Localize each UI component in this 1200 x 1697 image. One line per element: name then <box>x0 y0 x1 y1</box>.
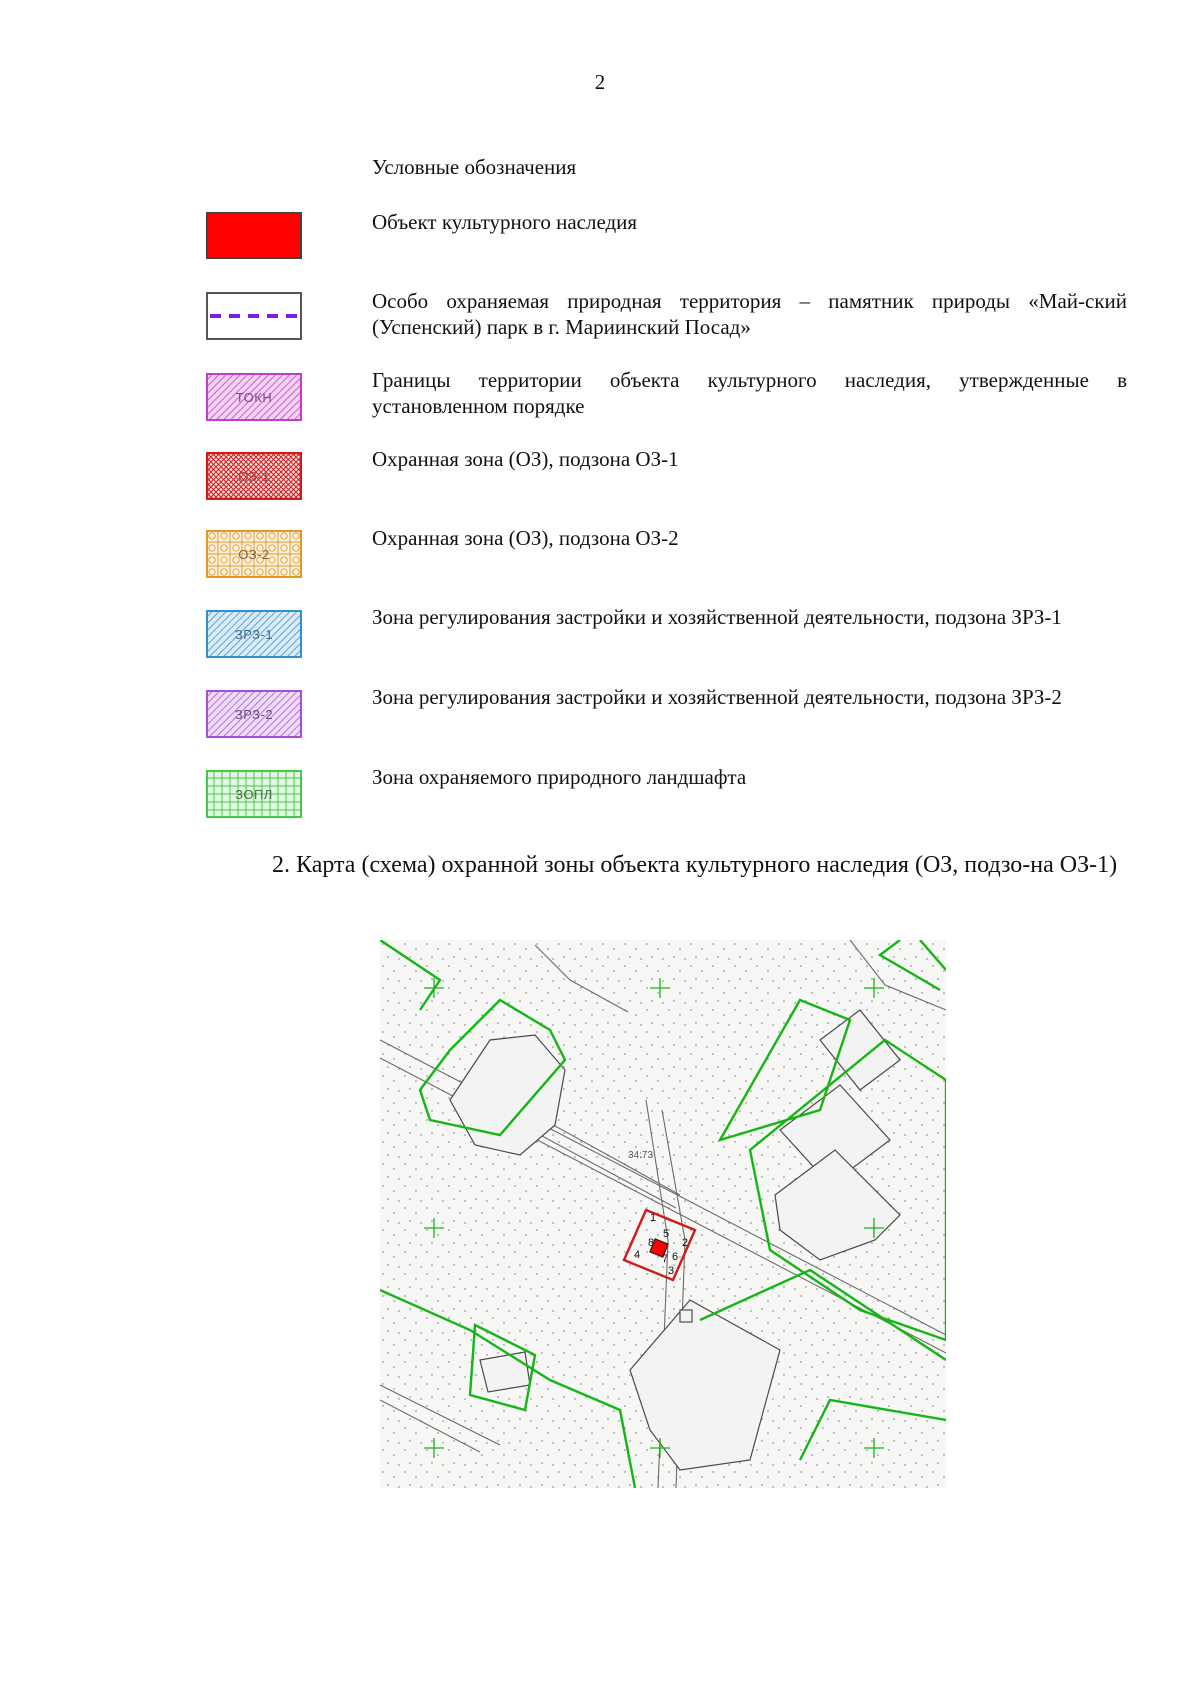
map-point-1: 1 <box>650 1212 657 1224</box>
legend-text-oz1: Охранная зона (ОЗ), подзона ОЗ-1 <box>372 447 679 471</box>
legend-swatch-oopt <box>206 292 302 340</box>
legend-title: Условные обозначения <box>372 155 577 179</box>
legend-swatch-oz2 <box>206 530 302 578</box>
map-point-7: 7 <box>662 1253 669 1265</box>
legend-text-tokn: Границы территории объекта культурного наследия, утвержденные в установленном порядке <box>372 368 1127 418</box>
map-caption: 2. Карта (схема) охранной зоны объекта культурного наследия (ОЗ, подзо-на ОЗ-1) <box>272 852 1118 878</box>
legend-swatch-label-tokn: ТОКН <box>235 389 273 405</box>
legend-swatch-oz1 <box>206 452 302 500</box>
legend-swatch-label-zopl: ЗОПЛ <box>235 786 273 802</box>
map-point-8: 8 <box>648 1237 655 1249</box>
map-point-3: 3 <box>668 1265 675 1277</box>
map-point-4: 4 <box>634 1249 641 1261</box>
map-parcel-label: 34:73 <box>628 1150 654 1161</box>
legend-text-zopl: Зона охраняемого природного ландшафта <box>372 765 747 789</box>
legend-swatch-zrz2 <box>206 690 302 738</box>
legend-swatch-heritage-object <box>206 212 302 259</box>
legend-swatch-label-zrz1: ЗРЗ-1 <box>234 626 274 642</box>
map-scheme <box>380 940 946 1488</box>
map-point-6: 6 <box>672 1251 679 1263</box>
legend-text-oopt: Особо охраняемая природная территория – памятник природы «Май-ский (Успенский) парк в г. Мариинский Посад» <box>372 289 1127 339</box>
legend-text-oz2: Охранная зона (ОЗ), подзона ОЗ-2 <box>372 526 679 550</box>
legend-swatch-zrz1 <box>206 610 302 658</box>
map-point-2: 2 <box>682 1237 689 1249</box>
legend-swatch-zopl <box>206 770 302 818</box>
legend-swatch-tokn <box>206 373 302 421</box>
page-number: 2 <box>594 70 606 94</box>
legend-text-zrz1: Зона регулирования застройки и хозяйственной деятельности, подзона ЗРЗ-1 <box>372 605 1062 629</box>
legend-swatch-label-oz1: ОЗ-1 <box>238 468 270 484</box>
legend-text-heritage-object: Объект культурного наследия <box>372 210 638 234</box>
legend-swatch-label-zrz2: ЗРЗ-2 <box>234 706 274 722</box>
legend-text-zrz2: Зона регулирования застройки и хозяйственной деятельности, подзона ЗРЗ-2 <box>372 685 1062 709</box>
map-point-5: 5 <box>663 1228 670 1240</box>
legend-swatch-label-oz2: ОЗ-2 <box>238 546 270 562</box>
